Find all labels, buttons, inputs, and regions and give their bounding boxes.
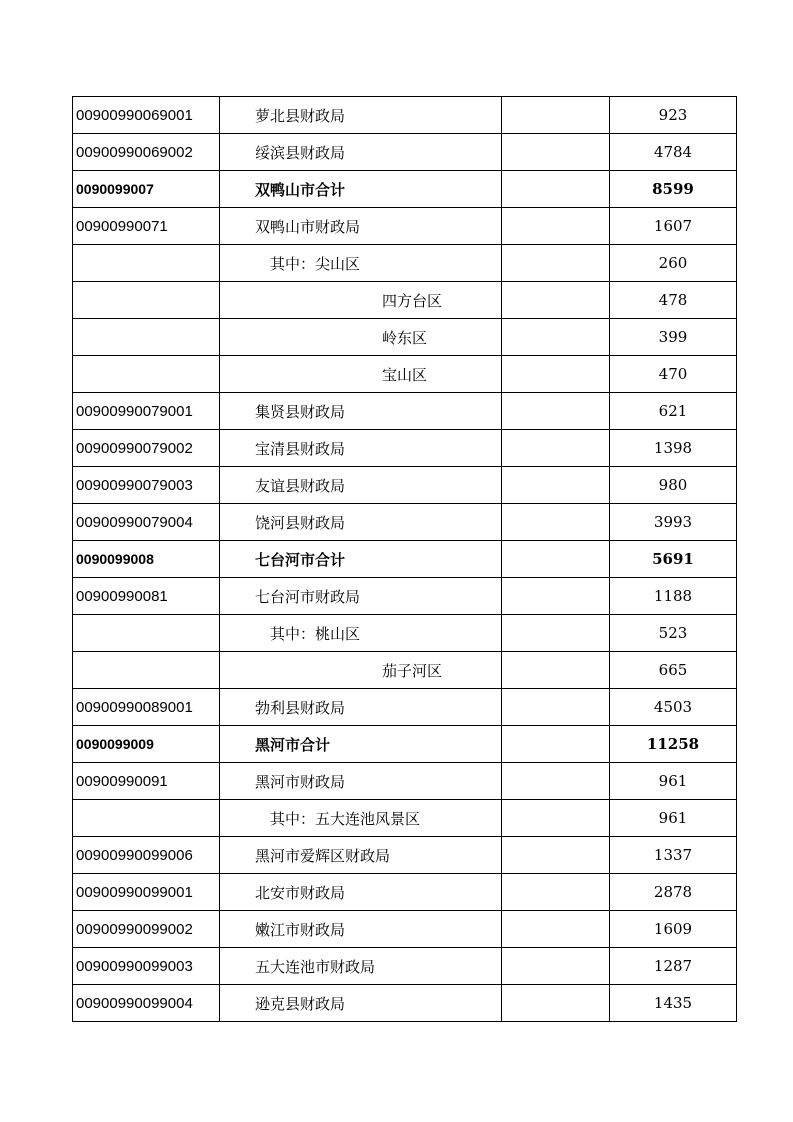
cell-unit-name: 饶河县财政局 [220,504,502,541]
cell-code: 00900990099004 [73,985,220,1022]
cell-unit-name: 黑河市爱辉区财政局 [220,837,502,874]
cell-code: 00900990071 [73,208,220,245]
table-row [73,282,737,319]
cell-blank [502,800,610,837]
cell-blank [502,837,610,874]
cell-unit-name: 集贤县财政局 [220,393,502,430]
table-row [73,689,737,726]
cell-code: 00900990099001 [73,874,220,911]
cell-amount: 1435 [610,985,737,1022]
cell-unit-name: 其中：五大连池风景区 [220,800,502,837]
cell-amount: 1609 [610,911,737,948]
cell-unit-name: 其中：桃山区 [220,615,502,652]
cell-unit-name: 宝山区 [220,356,502,393]
cell-amount: 1337 [610,837,737,874]
table-row [73,356,737,393]
table-row [73,615,737,652]
cell-blank [502,689,610,726]
cell-amount: 260 [610,245,737,282]
table-row [73,911,737,948]
cell-blank [502,652,610,689]
table-row-subtotal [73,726,737,763]
cell-blank [502,356,610,393]
cell-code: 00900990079002 [73,430,220,467]
cell-unit-name: 五大连池市财政局 [220,948,502,985]
cell-blank [502,541,610,578]
table-row [73,430,737,467]
cell-blank [502,948,610,985]
table-body [73,97,737,1022]
cell-code: 00900990099003 [73,948,220,985]
table-row [73,134,737,171]
cell-blank [502,578,610,615]
cell-blank [502,911,610,948]
cell-blank [502,763,610,800]
table-row [73,837,737,874]
cell-code [73,800,220,837]
cell-blank [502,726,610,763]
cell-amount: 961 [610,763,737,800]
table-row-subtotal [73,541,737,578]
cell-amount: 1287 [610,948,737,985]
cell-unit-name: 双鸭山市财政局 [220,208,502,245]
cell-blank [502,430,610,467]
cell-blank [502,245,610,282]
cell-blank [502,615,610,652]
cell-code [73,282,220,319]
cell-amount: 470 [610,356,737,393]
cell-amount: 923 [610,97,737,134]
cell-unit-name: 勃利县财政局 [220,689,502,726]
cell-amount: 523 [610,615,737,652]
cell-blank [502,97,610,134]
cell-unit-name: 嫩江市财政局 [220,911,502,948]
cell-amount: 961 [610,800,737,837]
cell-blank [502,208,610,245]
cell-amount: 2878 [610,874,737,911]
funding-allocation-table [72,96,737,1022]
cell-unit-name: 友谊县财政局 [220,467,502,504]
cell-blank [502,134,610,171]
cell-amount: 5691 [610,541,737,578]
cell-amount: 3993 [610,504,737,541]
cell-unit-name: 七台河市财政局 [220,578,502,615]
cell-code: 0090099008 [73,541,220,578]
cell-amount: 8599 [610,171,737,208]
cell-unit-name: 双鸭山市合计 [220,171,502,208]
cell-code: 00900990069001 [73,97,220,134]
cell-unit-name: 茄子河区 [220,652,502,689]
cell-amount: 4503 [610,689,737,726]
table-row [73,578,737,615]
table-row [73,763,737,800]
cell-code [73,245,220,282]
table-row [73,208,737,245]
cell-amount: 4784 [610,134,737,171]
cell-unit-name: 黑河市合计 [220,726,502,763]
table-row [73,948,737,985]
cell-code [73,319,220,356]
cell-code [73,615,220,652]
cell-unit-name: 四方台区 [220,282,502,319]
cell-blank [502,985,610,1022]
cell-code: 00900990099006 [73,837,220,874]
table-row [73,652,737,689]
table-row [73,800,737,837]
cell-amount: 399 [610,319,737,356]
cell-code: 00900990069002 [73,134,220,171]
cell-code: 0090099009 [73,726,220,763]
cell-unit-name: 北安市财政局 [220,874,502,911]
cell-blank [502,504,610,541]
cell-amount: 1188 [610,578,737,615]
table-row [73,874,737,911]
table-row [73,985,737,1022]
table-row [73,245,737,282]
cell-code: 0090099007 [73,171,220,208]
table-row-subtotal [73,171,737,208]
cell-unit-name: 岭东区 [220,319,502,356]
cell-code: 00900990091 [73,763,220,800]
cell-amount: 1398 [610,430,737,467]
table-row [73,319,737,356]
cell-blank [502,319,610,356]
cell-unit-name: 绥滨县财政局 [220,134,502,171]
cell-code: 00900990079003 [73,467,220,504]
cell-blank [502,393,610,430]
cell-code: 00900990079004 [73,504,220,541]
cell-blank [502,282,610,319]
cell-unit-name: 其中：尖山区 [220,245,502,282]
cell-code: 00900990081 [73,578,220,615]
table-row [73,504,737,541]
cell-blank [502,171,610,208]
table-row [73,393,737,430]
cell-amount: 621 [610,393,737,430]
cell-code: 00900990089001 [73,689,220,726]
cell-code [73,652,220,689]
cell-unit-name: 萝北县财政局 [220,97,502,134]
cell-amount: 1607 [610,208,737,245]
cell-amount: 665 [610,652,737,689]
cell-amount: 11258 [610,726,737,763]
cell-code: 00900990099002 [73,911,220,948]
cell-amount: 478 [610,282,737,319]
cell-code: 00900990079001 [73,393,220,430]
cell-blank [502,874,610,911]
cell-blank [502,467,610,504]
table-row [73,97,737,134]
cell-code [73,356,220,393]
cell-unit-name: 七台河市合计 [220,541,502,578]
cell-unit-name: 逊克县财政局 [220,985,502,1022]
cell-unit-name: 宝清县财政局 [220,430,502,467]
table-row [73,467,737,504]
cell-unit-name: 黑河市财政局 [220,763,502,800]
cell-amount: 980 [610,467,737,504]
